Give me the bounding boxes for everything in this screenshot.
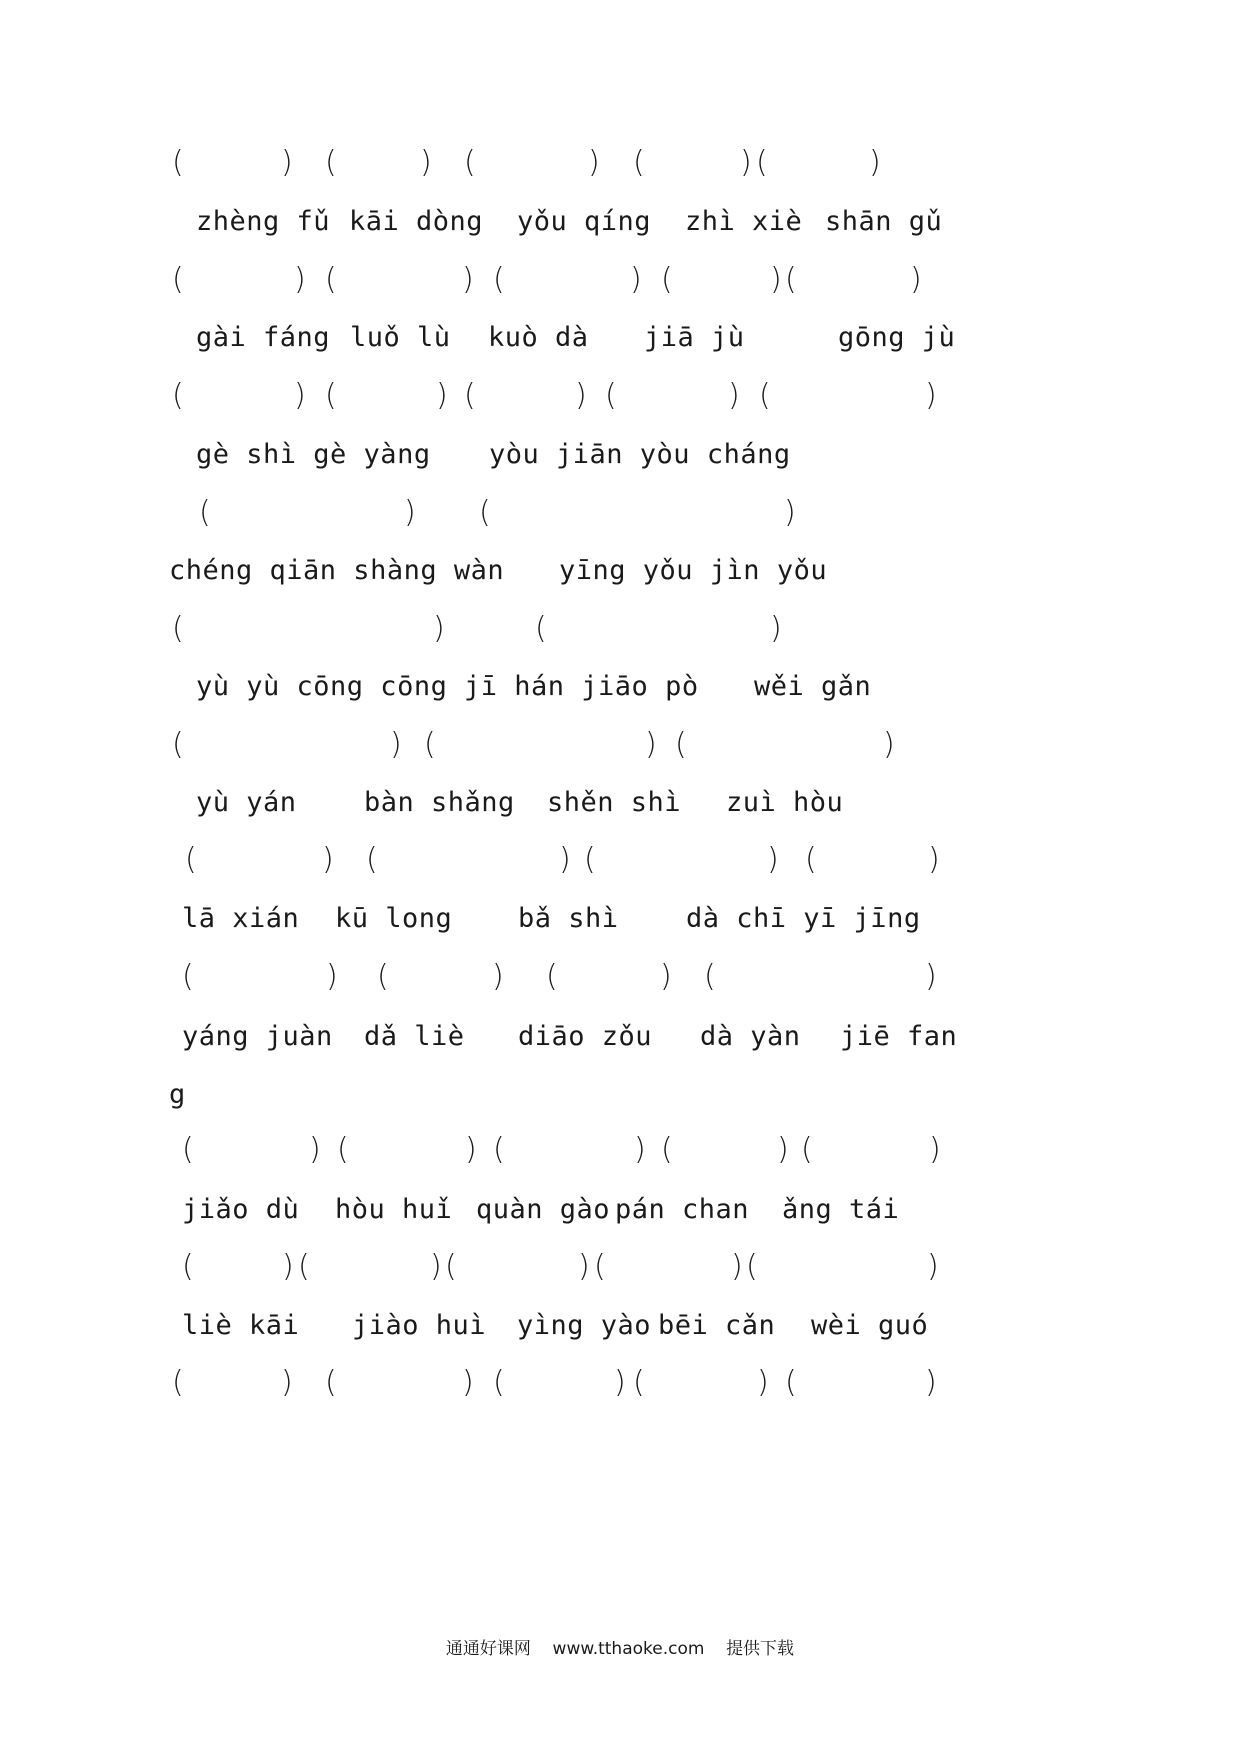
close-paren: ): [883, 727, 895, 762]
open-paren: (: [325, 262, 337, 297]
open-paren: (: [633, 145, 645, 180]
close-paren: ): [433, 611, 445, 646]
open-paren: (: [493, 1132, 505, 1167]
close-paren: ): [492, 959, 504, 994]
open-paren: (: [785, 1365, 797, 1400]
open-paren: (: [377, 959, 389, 994]
close-paren: ): [925, 1365, 937, 1400]
open-paren: (: [661, 1132, 673, 1167]
open-paren: (: [584, 842, 596, 877]
pinyin-word: chéng qiān shàng wàn: [169, 555, 505, 586]
close-paren: ): [740, 145, 752, 180]
close-paren: ): [777, 1132, 789, 1167]
pinyin-word: zuì hòu: [726, 787, 844, 818]
close-paren: ): [927, 1249, 939, 1284]
close-paren: ): [465, 1132, 477, 1167]
open-paren: (: [172, 611, 184, 646]
pinyin-word: jiào huì: [352, 1310, 487, 1341]
open-paren: (: [546, 959, 558, 994]
open-paren: (: [172, 378, 184, 413]
open-paren: (: [535, 611, 547, 646]
pinyin-word: lā xián: [182, 903, 300, 934]
pinyin-row: [0, 551, 1240, 591]
answer-blank-row: [0, 1247, 1240, 1287]
close-paren: ): [660, 959, 672, 994]
open-paren: (: [182, 1249, 194, 1284]
open-paren: (: [675, 727, 687, 762]
close-paren: ): [420, 145, 432, 180]
open-paren: (: [172, 727, 184, 762]
close-paren: ): [925, 959, 937, 994]
pinyin-word: jiē fan: [840, 1021, 958, 1052]
pinyin-word: yù yù cōng cōng: [196, 671, 448, 702]
footer-site-name: 通通好课网: [445, 1639, 531, 1659]
open-paren: (: [182, 959, 194, 994]
pinyin-word: yīng yǒu jìn yǒu: [559, 555, 828, 586]
pinyin-word: gài fáng: [196, 322, 331, 353]
close-paren: ): [462, 1365, 474, 1400]
answer-blank-row: [0, 143, 1240, 183]
close-paren: ): [430, 1249, 442, 1284]
close-paren: ): [770, 262, 782, 297]
pinyin-row: [0, 202, 1240, 242]
pinyin-word: yǒu qíng: [517, 206, 652, 237]
answer-blank-row: [0, 1130, 1240, 1170]
pinyin-word: jī hán jiāo pò: [464, 671, 699, 702]
close-paren: ): [770, 611, 782, 646]
close-paren: ): [928, 842, 940, 877]
answer-blank-row: [0, 609, 1240, 649]
pinyin-word: wèi guó: [811, 1310, 929, 1341]
pinyin-word: bǎ shì: [518, 903, 619, 934]
pinyin-word: wěi gǎn: [754, 671, 872, 702]
pinyin-row: [0, 1306, 1240, 1346]
open-paren: (: [805, 842, 817, 877]
pinyin-word: jiā jù: [644, 322, 745, 353]
answer-blank-row: [0, 376, 1240, 416]
open-paren: (: [325, 1365, 337, 1400]
close-paren: ): [462, 262, 474, 297]
pinyin-word: bàn shǎng: [364, 787, 515, 818]
pinyin-word: gōng jù: [838, 322, 956, 353]
answer-blank-row: [0, 493, 1240, 533]
pinyin-row: [0, 783, 1240, 823]
open-paren: (: [785, 262, 797, 297]
open-paren: (: [493, 262, 505, 297]
open-paren: (: [746, 1249, 758, 1284]
pinyin-word: dà yàn: [700, 1021, 801, 1052]
pinyin-word: bēi cǎn: [658, 1310, 776, 1341]
pinyin-word: yù yán: [196, 787, 297, 818]
close-paren: ): [925, 378, 937, 413]
open-paren: (: [325, 378, 337, 413]
pinyin-row: [0, 1017, 1240, 1057]
pinyin-row: [0, 667, 1240, 707]
pinyin-word: diāo zǒu: [518, 1021, 653, 1052]
open-paren: (: [337, 1132, 349, 1167]
pinyin-row: [0, 1190, 1240, 1230]
close-paren: ): [575, 378, 587, 413]
open-paren: (: [298, 1249, 310, 1284]
close-paren: ): [404, 495, 416, 530]
answer-blank-row: [0, 725, 1240, 765]
pinyin-word: zhèng fǔ: [196, 206, 331, 237]
close-paren: ): [281, 1365, 293, 1400]
close-paren: ): [634, 1132, 646, 1167]
pinyin-word: quàn gào: [476, 1194, 611, 1225]
pinyin-row: [0, 1075, 1240, 1115]
pinyin-word: ǎng tái: [782, 1194, 900, 1225]
open-paren: (: [445, 1249, 457, 1284]
answer-blank-row: [0, 957, 1240, 997]
open-paren: (: [424, 727, 436, 762]
pinyin-word: shěn shì: [547, 787, 682, 818]
open-paren: (: [594, 1249, 606, 1284]
pinyin-word: shān gǔ: [825, 206, 943, 237]
open-paren: (: [801, 1132, 813, 1167]
open-paren: (: [759, 378, 771, 413]
close-paren: ): [578, 1249, 590, 1284]
pinyin-word: kāi dòng: [349, 206, 484, 237]
close-paren: ): [436, 378, 448, 413]
pinyin-word: yìng yào: [517, 1310, 652, 1341]
open-paren: (: [172, 1365, 184, 1400]
close-paren: ): [614, 1365, 626, 1400]
open-paren: (: [704, 959, 716, 994]
close-paren: ): [309, 1132, 321, 1167]
open-paren: (: [172, 145, 184, 180]
close-paren: ): [588, 145, 600, 180]
open-paren: (: [479, 495, 491, 530]
answer-blank-row: [0, 840, 1240, 880]
close-paren: ): [322, 842, 334, 877]
close-paren: ): [294, 378, 306, 413]
close-paren: ): [728, 378, 740, 413]
open-paren: (: [493, 1365, 505, 1400]
open-paren: (: [199, 495, 211, 530]
close-paren: ): [929, 1132, 941, 1167]
close-paren: ): [784, 495, 796, 530]
pinyin-word: liè kāi: [182, 1310, 300, 1341]
open-paren: (: [464, 378, 476, 413]
pinyin-word: luǒ lù: [350, 322, 451, 353]
close-paren: ): [294, 262, 306, 297]
answer-blank-row: [0, 260, 1240, 300]
pinyin-word: dǎ liè: [364, 1021, 465, 1052]
footer-url: www.tthaoke.com: [552, 1639, 705, 1659]
open-paren: (: [325, 145, 337, 180]
close-paren: ): [630, 262, 642, 297]
open-paren: (: [366, 842, 378, 877]
pinyin-word: pán chan: [615, 1194, 750, 1225]
pinyin-word: yáng juàn: [182, 1021, 333, 1052]
close-paren: ): [731, 1249, 743, 1284]
pinyin-word: jiǎo dù: [182, 1194, 300, 1225]
close-paren: ): [910, 262, 922, 297]
close-paren: ): [757, 1365, 769, 1400]
open-paren: (: [756, 145, 768, 180]
open-paren: (: [172, 262, 184, 297]
pinyin-row: [0, 318, 1240, 358]
pinyin-word: kuò dà: [488, 322, 589, 353]
open-paren: (: [633, 1365, 645, 1400]
pinyin-word: kū long: [335, 903, 453, 934]
pinyin-row: [0, 899, 1240, 939]
close-paren: ): [645, 727, 657, 762]
close-paren: ): [282, 1249, 294, 1284]
close-paren: ): [281, 145, 293, 180]
pinyin-word: yòu jiān yòu cháng: [489, 439, 791, 470]
close-paren: ): [390, 727, 402, 762]
open-paren: (: [605, 378, 617, 413]
close-paren: ): [326, 959, 338, 994]
footer: [0, 1634, 1240, 1659]
pinyin-word: zhì xiè: [685, 206, 803, 237]
pinyin-row: [0, 435, 1240, 475]
answer-blank-row: [0, 1363, 1240, 1403]
pinyin-word: dà chī yī jīng: [686, 903, 921, 934]
close-paren: ): [767, 842, 779, 877]
pinyin-word: gè shì gè yàng: [196, 439, 431, 470]
close-paren: ): [559, 842, 571, 877]
open-paren: (: [182, 1132, 194, 1167]
pinyin-word: g: [169, 1079, 186, 1110]
open-paren: (: [464, 145, 476, 180]
open-paren: (: [185, 842, 197, 877]
pinyin-word: hòu huǐ: [335, 1194, 453, 1225]
close-paren: ): [869, 145, 881, 180]
open-paren: (: [661, 262, 673, 297]
footer-suffix: 提供下载: [726, 1639, 795, 1659]
